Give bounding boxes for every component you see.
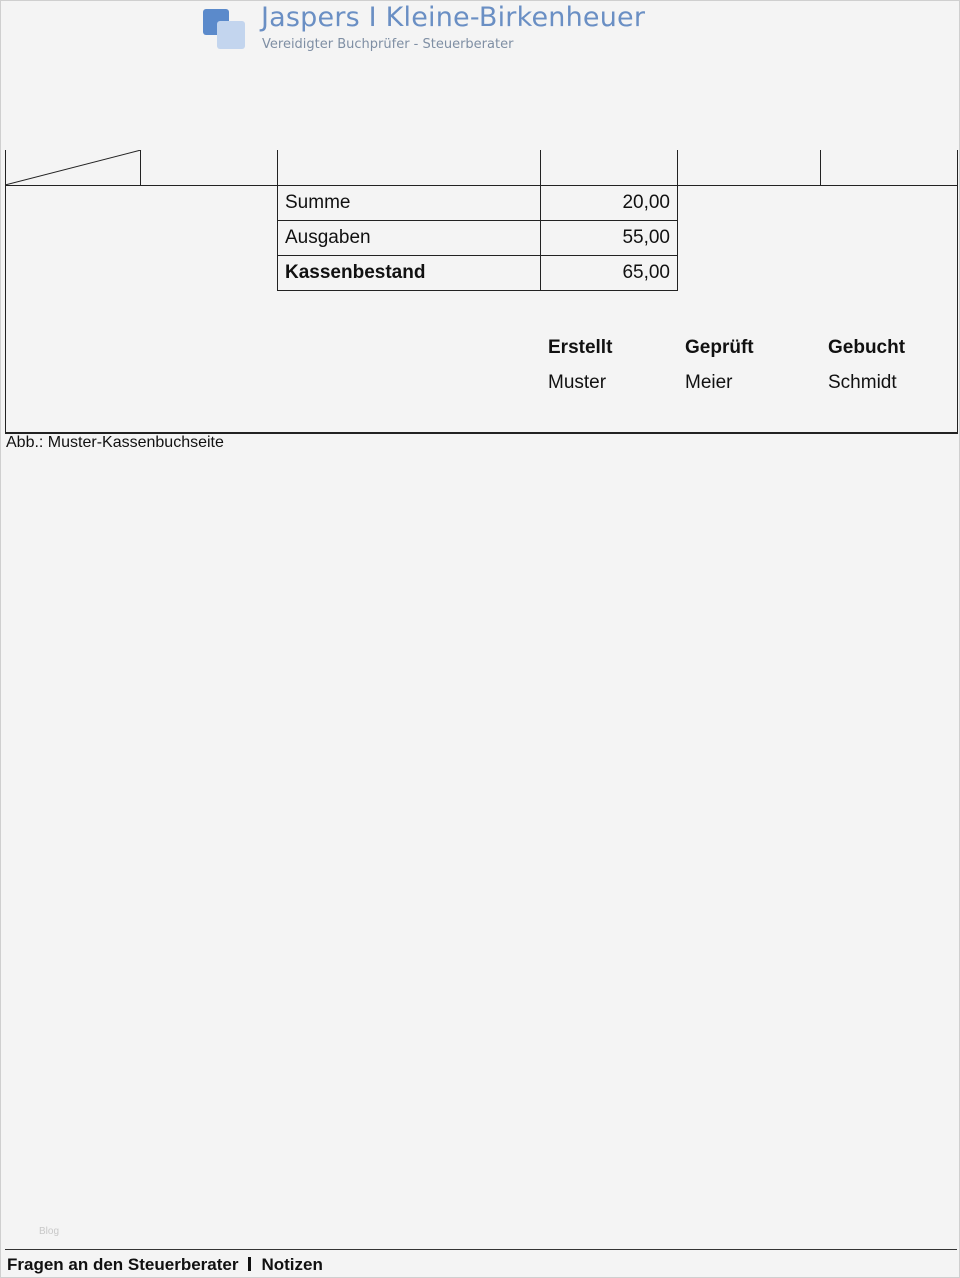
totals-table — [277, 185, 678, 291]
totals-row-balance — [278, 256, 678, 291]
totals-row — [278, 186, 678, 221]
diagonal-stroke — [5, 150, 142, 186]
column-divider — [677, 150, 678, 185]
figure-caption: Abb.: Muster-Kassenbuchseite — [6, 434, 224, 451]
footer-left-link[interactable]: Fragen an den Steuerberater — [7, 1255, 239, 1274]
totals-label: Ausgaben — [278, 221, 541, 256]
signature-name-erstellt: Muster — [548, 372, 607, 393]
totals-value: 65,00 — [541, 256, 678, 291]
column-divider — [5, 150, 6, 434]
column-divider — [540, 150, 541, 185]
totals-value: 55,00 — [541, 221, 678, 256]
column-divider — [820, 150, 821, 185]
firm-name: Jaspers I Kleine-Birkenheuer — [261, 2, 646, 33]
footer-separator — [248, 1257, 251, 1271]
watermark: Blog — [39, 1226, 60, 1237]
logo-square-light — [217, 21, 245, 49]
totals-value: 20,00 — [541, 186, 678, 221]
signature-heading-erstellt: Erstellt — [548, 337, 613, 358]
footer — [7, 1255, 323, 1275]
totals-label: Summe — [278, 186, 541, 221]
column-divider — [277, 150, 278, 185]
footer-rule — [5, 1249, 957, 1250]
footer-right-link[interactable]: Notizen — [261, 1255, 323, 1274]
signature-name-gebucht: Schmidt — [828, 372, 897, 393]
signature-heading-geprueft: Geprüft — [685, 337, 754, 358]
firm-subtitle: Vereidigter Buchprüfer - Steuerberater — [262, 37, 514, 52]
firm-logo — [203, 9, 247, 49]
totals-row — [278, 221, 678, 256]
signature-name-geprueft: Meier — [685, 372, 733, 393]
totals-label: Kassenbestand — [278, 256, 541, 291]
signature-heading-gebucht: Gebucht — [828, 337, 906, 358]
column-divider — [957, 150, 958, 434]
